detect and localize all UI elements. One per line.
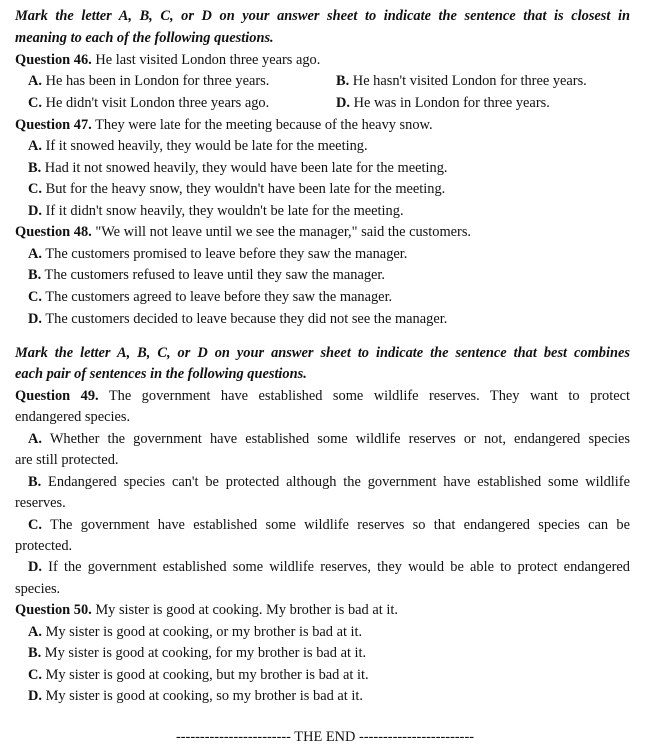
option-letter: D. (28, 203, 42, 219)
q48-option-d (28, 310, 447, 328)
question-46-label: Question 46. (15, 52, 92, 68)
q49-option-a-line2: are still protected. (15, 452, 119, 468)
option-letter: B. (28, 160, 42, 176)
option-letter: C. (28, 181, 42, 197)
option-text: Whether the government have established some wildlife reserves or not, endangered species (42, 431, 630, 447)
section1-instruction-line2: meaning to each of the following questions. (15, 30, 274, 46)
section1-instruction-line1: Mark the letter A, B, C, or D on your answer sheet to indicate the sentence that is closest in (15, 8, 630, 24)
option-text: He hasn't visited London for three years. (349, 73, 587, 89)
option-letter: A. (28, 138, 42, 154)
question-50-label: Question 50. (15, 602, 92, 618)
option-text: He has been in London for three years. (42, 73, 270, 89)
option-text: The government have established some wildlife reserves so that endangered species can be (42, 517, 630, 533)
option-text: The customers decided to leave because they did not see the manager. (42, 311, 448, 327)
option-letter: C. (28, 95, 42, 111)
question-46-text: He last visited London three years ago. (91, 52, 321, 68)
option-text: Endangered species can't be protected although the government have established some wildlife (41, 474, 630, 490)
option-letter: D. (28, 559, 42, 575)
option-text: My sister is good at cooking, but my brother is bad at it. (42, 667, 369, 683)
option-text: He didn't visit London three years ago. (42, 95, 270, 111)
q48-option-b (28, 266, 385, 284)
option-letter: B. (28, 267, 42, 283)
option-text: If the government established some wildlife reserves, they would be able to protect endangered (42, 559, 630, 575)
question-49-label: Question 49. (15, 388, 99, 404)
option-text: My sister is good at cooking, or my brother is bad at it. (42, 624, 363, 640)
the-end-footer: ------------------------ THE END ------------------------ (175, 729, 475, 745)
q49-option-c-line2: protected. (15, 538, 73, 554)
q46-option-c (28, 94, 269, 112)
option-letter: C. (28, 517, 42, 533)
question-49 (15, 387, 630, 405)
q46-option-a (28, 72, 269, 90)
option-letter: D. (28, 311, 42, 327)
question-48 (15, 223, 471, 241)
q50-option-d (28, 687, 363, 705)
section2-instruction-line1: Mark the letter A, B, C, or D on your answer sheet to indicate the sentence that best combines (15, 345, 630, 361)
question-47-label: Question 47. (15, 117, 92, 133)
section2-instruction-line2: each pair of sentences in the following questions. (15, 366, 307, 382)
question-50 (15, 601, 398, 619)
option-text: If it snowed heavily, they would be late for the meeting. (42, 138, 368, 154)
option-text: Had it not snowed heavily, they would have been late for the meeting. (41, 160, 448, 176)
question-48-label: Question 48. (15, 224, 92, 240)
question-49-text-line2: endangered species. (15, 409, 131, 425)
option-letter: B. (336, 73, 350, 89)
q49-option-a (28, 430, 630, 448)
q49-option-d (28, 558, 630, 576)
option-text: But for the heavy snow, they wouldn't have been late for the meeting. (42, 181, 446, 197)
q50-option-c (28, 666, 369, 684)
option-letter: A. (28, 73, 42, 89)
option-letter: C. (28, 289, 42, 305)
question-50-text: My sister is good at cooking. My brother is bad at it. (91, 602, 398, 618)
q49-option-b-line2: reserves. (15, 495, 66, 511)
option-text: My sister is good at cooking, for my brother is bad at it. (41, 645, 367, 661)
option-letter: D. (336, 95, 350, 111)
question-49-text-line1: The government have established some wildlife reserves. They want to protect (98, 388, 630, 404)
option-text: The customers promised to leave before they saw the manager. (42, 246, 408, 262)
q50-option-a (28, 623, 362, 641)
q48-option-a (28, 245, 407, 263)
option-letter: D. (28, 688, 42, 704)
q49-option-d-line2: species. (15, 581, 61, 597)
q47-option-b (28, 159, 448, 177)
q47-option-a (28, 137, 368, 155)
question-46 (15, 51, 320, 69)
option-text: My sister is good at cooking, so my brother is bad at it. (42, 688, 363, 704)
option-letter: A. (28, 624, 42, 640)
option-text: The customers agreed to leave before they saw the manager. (42, 289, 393, 305)
q46-option-d (336, 94, 550, 112)
option-letter: A. (28, 431, 42, 447)
option-letter: C. (28, 667, 42, 683)
q49-option-b (28, 473, 630, 491)
option-text: The customers refused to leave until they saw the manager. (41, 267, 386, 283)
option-text: If it didn't snow heavily, they wouldn't be late for the meeting. (42, 203, 404, 219)
option-letter: B. (28, 474, 42, 490)
q48-option-c (28, 288, 392, 306)
option-text: He was in London for three years. (350, 95, 550, 111)
q47-option-c (28, 180, 445, 198)
q47-option-d (28, 202, 404, 220)
option-letter: B. (28, 645, 42, 661)
q46-option-b (336, 72, 587, 90)
question-48-text: "We will not leave until we see the manager," said the customers. (91, 224, 472, 240)
q50-option-b (28, 644, 366, 662)
option-letter: A. (28, 246, 42, 262)
q49-option-c (28, 516, 630, 534)
question-47 (15, 116, 433, 134)
question-47-text: They were late for the meeting because of the heavy snow. (91, 117, 433, 133)
